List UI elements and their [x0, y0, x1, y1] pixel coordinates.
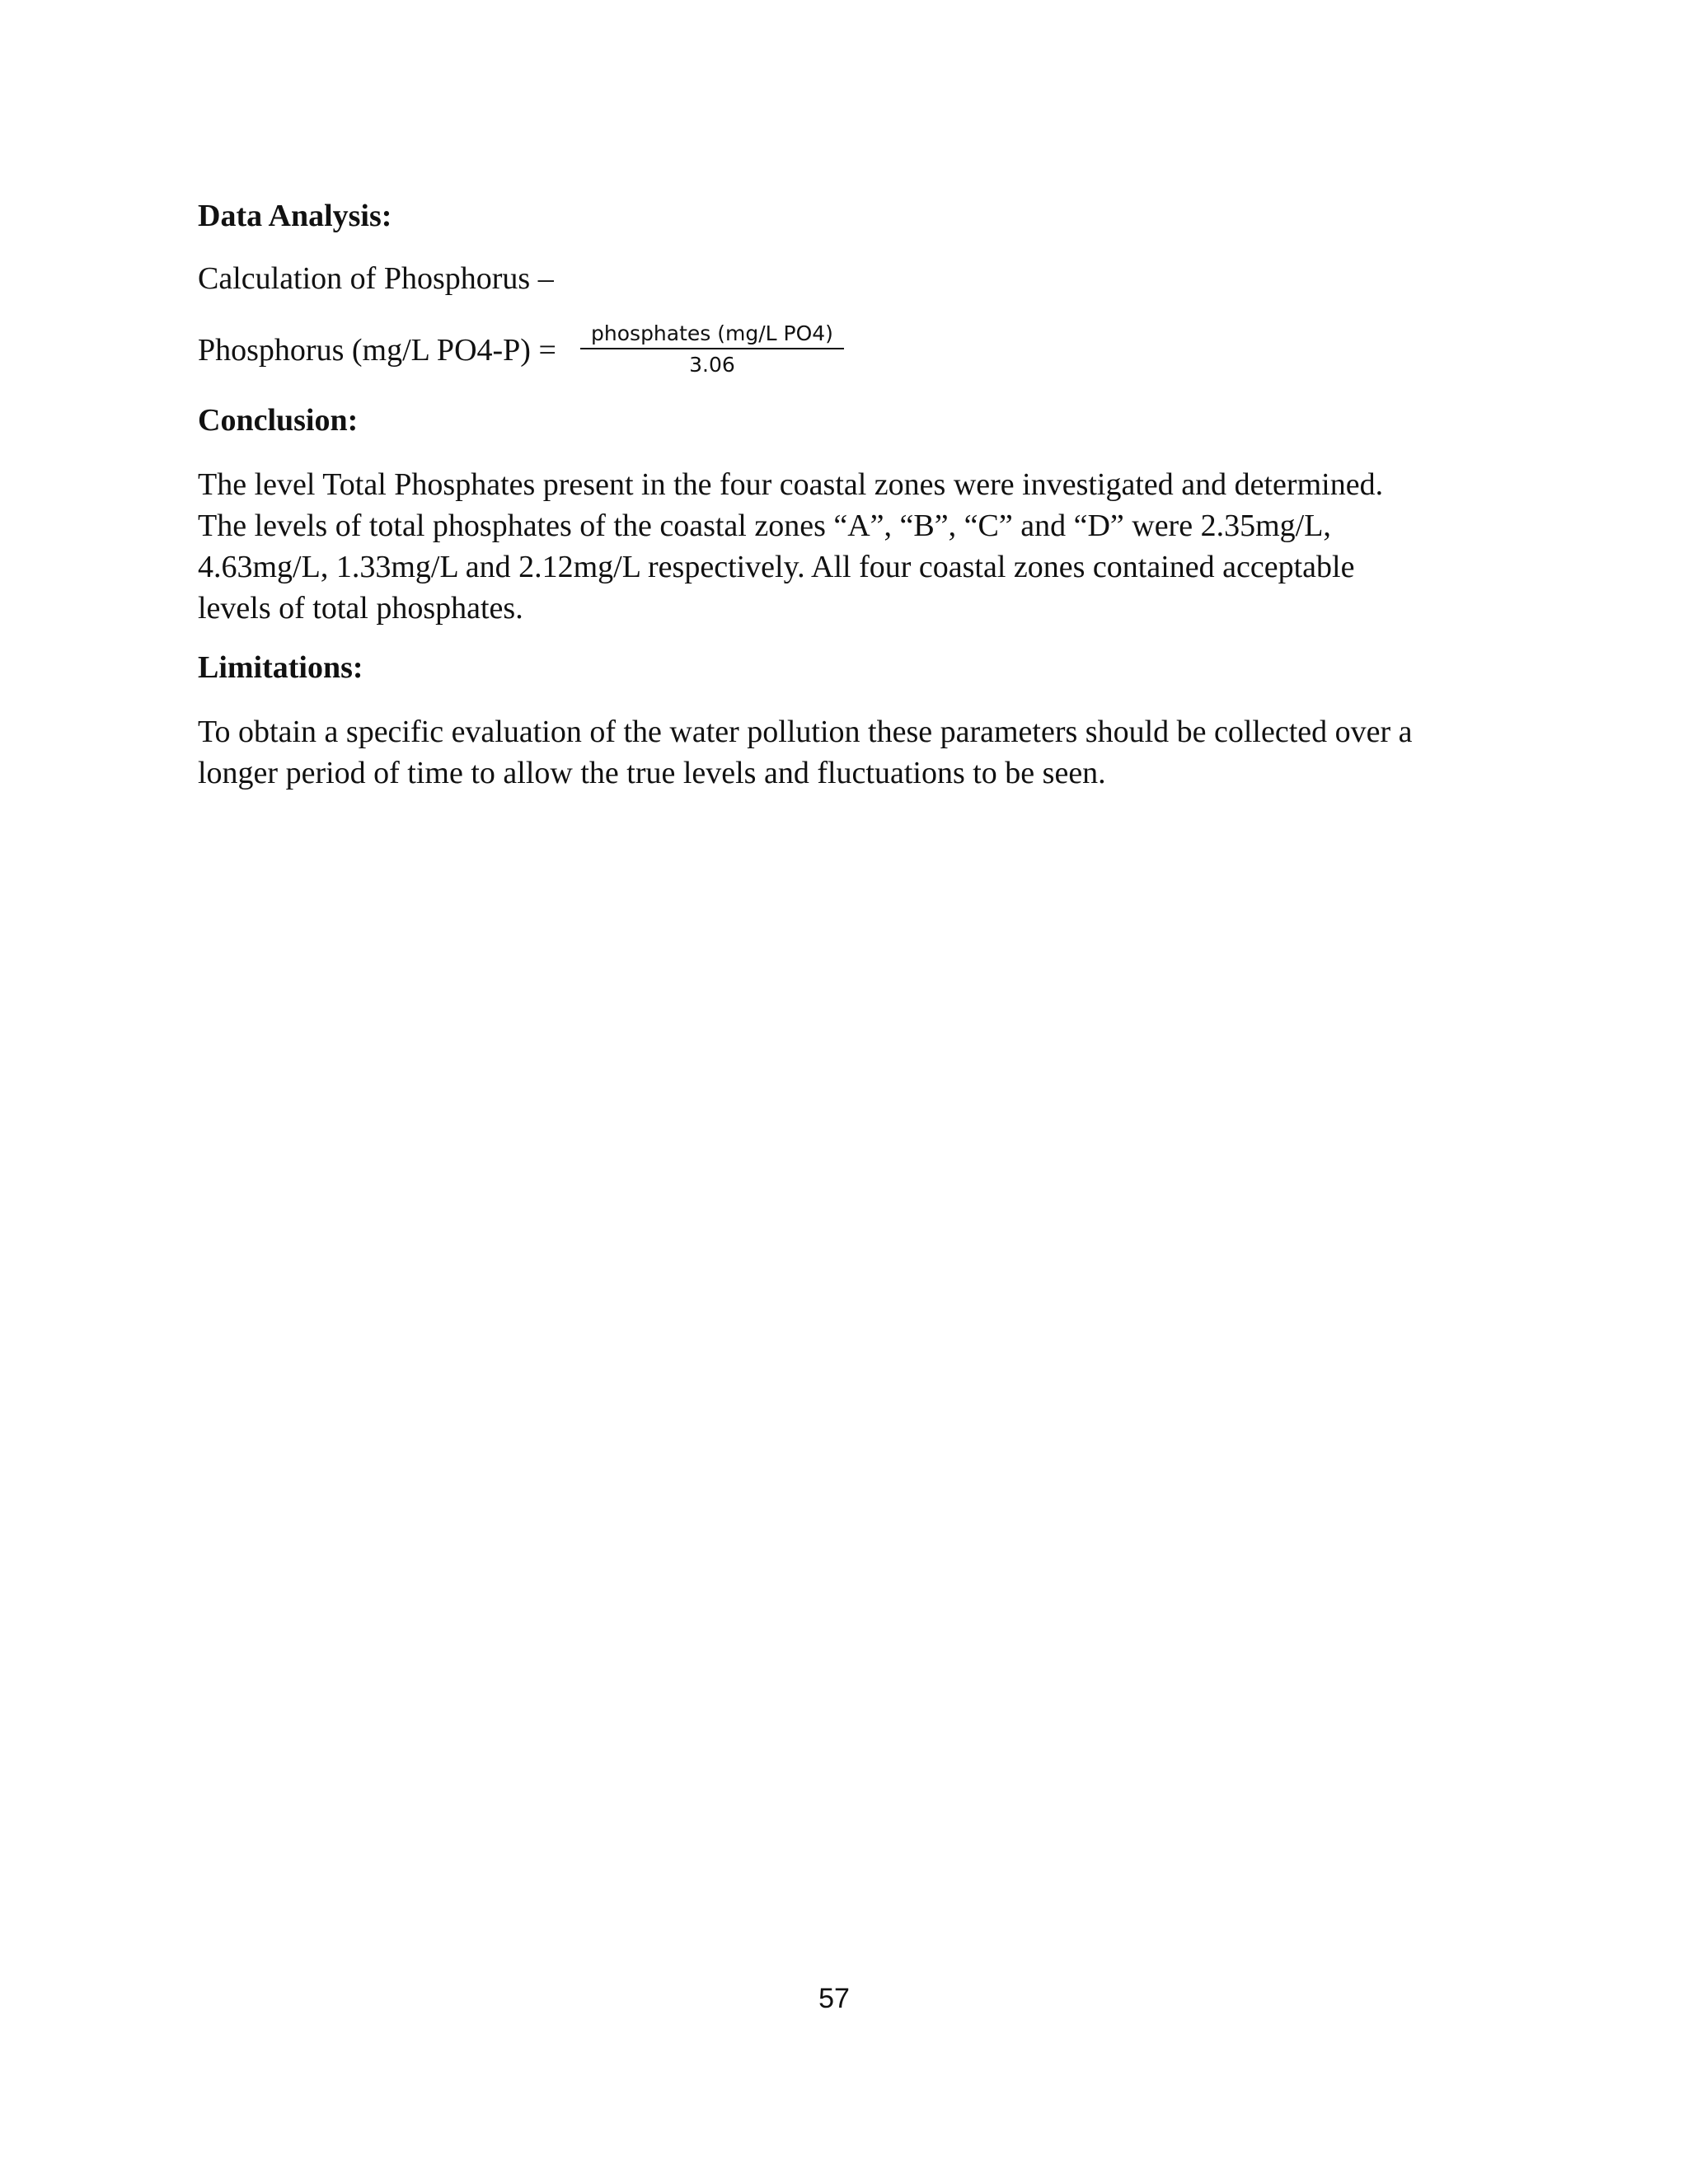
- conclusion-heading: Conclusion:: [198, 403, 359, 438]
- limitations-paragraph: [198, 711, 1467, 794]
- limitations-heading: Limitations:: [198, 650, 363, 685]
- limitations-line: longer period of time to allow the true levels and fluctuations to be seen.: [198, 756, 1106, 790]
- formula-numerator: phosphates (mg/L PO4): [591, 321, 833, 345]
- conclusion-line: The level Total Phosphates present in the four coastal zones were investigated and determined.: [198, 467, 1384, 502]
- formula-lhs: Phosphorus (mg/L PO4-P) =: [198, 333, 556, 368]
- formula-fraction: [580, 321, 844, 377]
- conclusion-line: 4.63mg/L, 1.33mg/L and 2.12mg/L respectively. All four coastal zones contained acceptable: [198, 550, 1355, 584]
- conclusion-paragraph: [198, 464, 1467, 629]
- conclusion-line: The levels of total phosphates of the coastal zones “A”, “B”, “C” and “D” were 2.35mg/L,: [198, 509, 1331, 543]
- calculation-line: Calculation of Phosphorus –: [198, 261, 554, 296]
- data-analysis-heading: Data Analysis:: [198, 199, 392, 233]
- formula-denominator: 3.06: [689, 353, 735, 377]
- conclusion-line: levels of total phosphates.: [198, 591, 523, 626]
- limitations-line: To obtain a specific evaluation of the water pollution these parameters should be collected over a: [198, 715, 1413, 749]
- page-number: 57: [818, 1983, 850, 2014]
- fraction-bar: [580, 348, 844, 349]
